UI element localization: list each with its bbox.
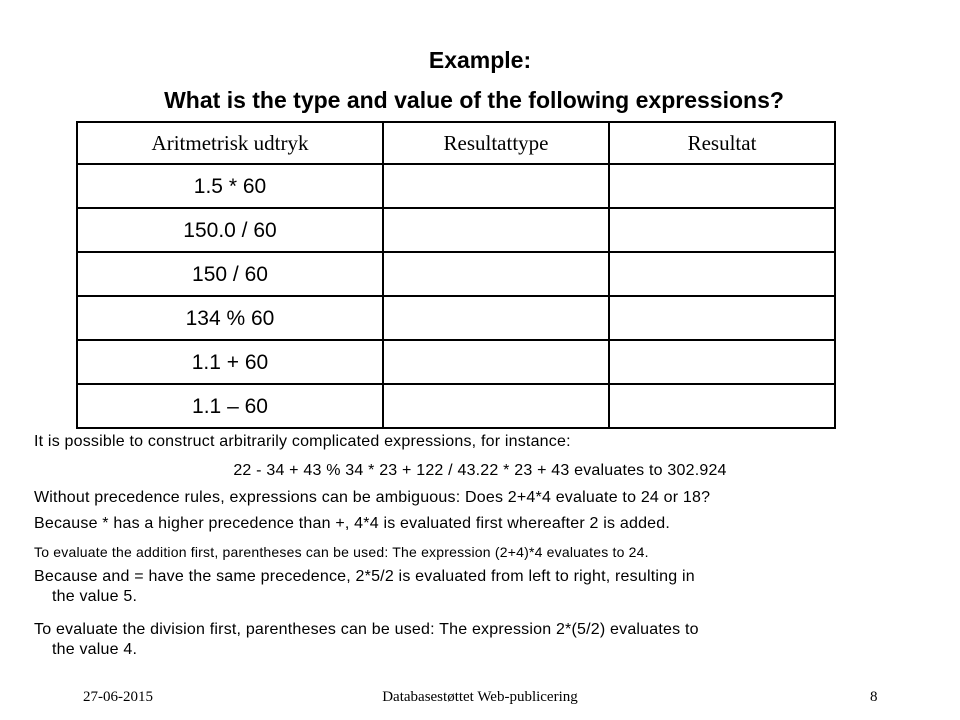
paragraph-parentheses-division-line-1: To evaluate the division first, parentheses can be used: The expression 2*(5/2) evaluates to: [34, 621, 699, 638]
expression-cell: 150 / 60: [77, 252, 383, 296]
result-cell: [609, 252, 835, 296]
result-type-cell: [383, 340, 609, 384]
table-row: [77, 340, 835, 384]
paragraph-intro: It is possible to construct arbitrarily complicated expressions, for instance:: [34, 433, 571, 450]
expression-cell: 1.1 + 60: [77, 340, 383, 384]
footer-date: 27-06-2015: [83, 689, 153, 705]
paragraph-precedence-question: Without precedence rules, expressions can be ambiguous: Does 2+4*4 evaluate to 24 or 18?: [34, 489, 711, 506]
result-type-cell: [383, 384, 609, 428]
expression-cell: 1.1 – 60: [77, 384, 383, 428]
header-result: Resultat: [609, 122, 835, 164]
result-cell: [609, 340, 835, 384]
expression-cell: 1.5 * 60: [77, 164, 383, 208]
table-header-row: [77, 122, 835, 164]
expression-table: [76, 121, 836, 429]
paragraph-parentheses-addition: To evaluate the addition first, parentheses can be used: The expression (2+4)*4 evaluates to 24.: [34, 544, 649, 560]
paragraph-left-to-right-line-2: the value 5.: [52, 588, 138, 605]
result-type-cell: [383, 296, 609, 340]
header-expression: Aritmetrisk udtryk: [77, 122, 383, 164]
paragraph-left-to-right-line-1: Because and = have the same precedence, 2*5/2 is evaluated from left to right, resulting in: [34, 568, 695, 585]
result-cell: [609, 384, 835, 428]
result-cell: [609, 296, 835, 340]
expression-cell: 134 % 60: [77, 296, 383, 340]
footer-title: Databasestøttet Web-publicering: [382, 689, 578, 705]
result-cell: [609, 164, 835, 208]
paragraph-precedence-explanation: Because * has a higher precedence than +, 4*4 is evaluated first whereafter 2 is added.: [34, 515, 671, 532]
result-type-cell: [383, 208, 609, 252]
footer-page-number: 8: [870, 689, 878, 705]
paragraph-example-expression: 22 - 34 + 43 % 34 * 23 + 122 / 43.22 * 23 + 43 evaluates to 302.924: [233, 462, 727, 479]
paragraph-left-to-right: [34, 567, 934, 607]
table-row: [77, 384, 835, 428]
result-type-cell: [383, 164, 609, 208]
result-cell: [609, 208, 835, 252]
table-row: [77, 252, 835, 296]
expression-cell: 150.0 / 60: [77, 208, 383, 252]
result-type-cell: [383, 252, 609, 296]
slide-title-line-1: Example:: [428, 47, 532, 73]
slide-title-line-2: What is the type and value of the following expressions?: [164, 87, 784, 113]
header-result-type: Resultattype: [383, 122, 609, 164]
table-row: [77, 164, 835, 208]
paragraph-parentheses-division-line-2: the value 4.: [52, 641, 138, 658]
table-row: [77, 296, 835, 340]
table-row: [77, 208, 835, 252]
paragraph-parentheses-division: [34, 620, 934, 660]
